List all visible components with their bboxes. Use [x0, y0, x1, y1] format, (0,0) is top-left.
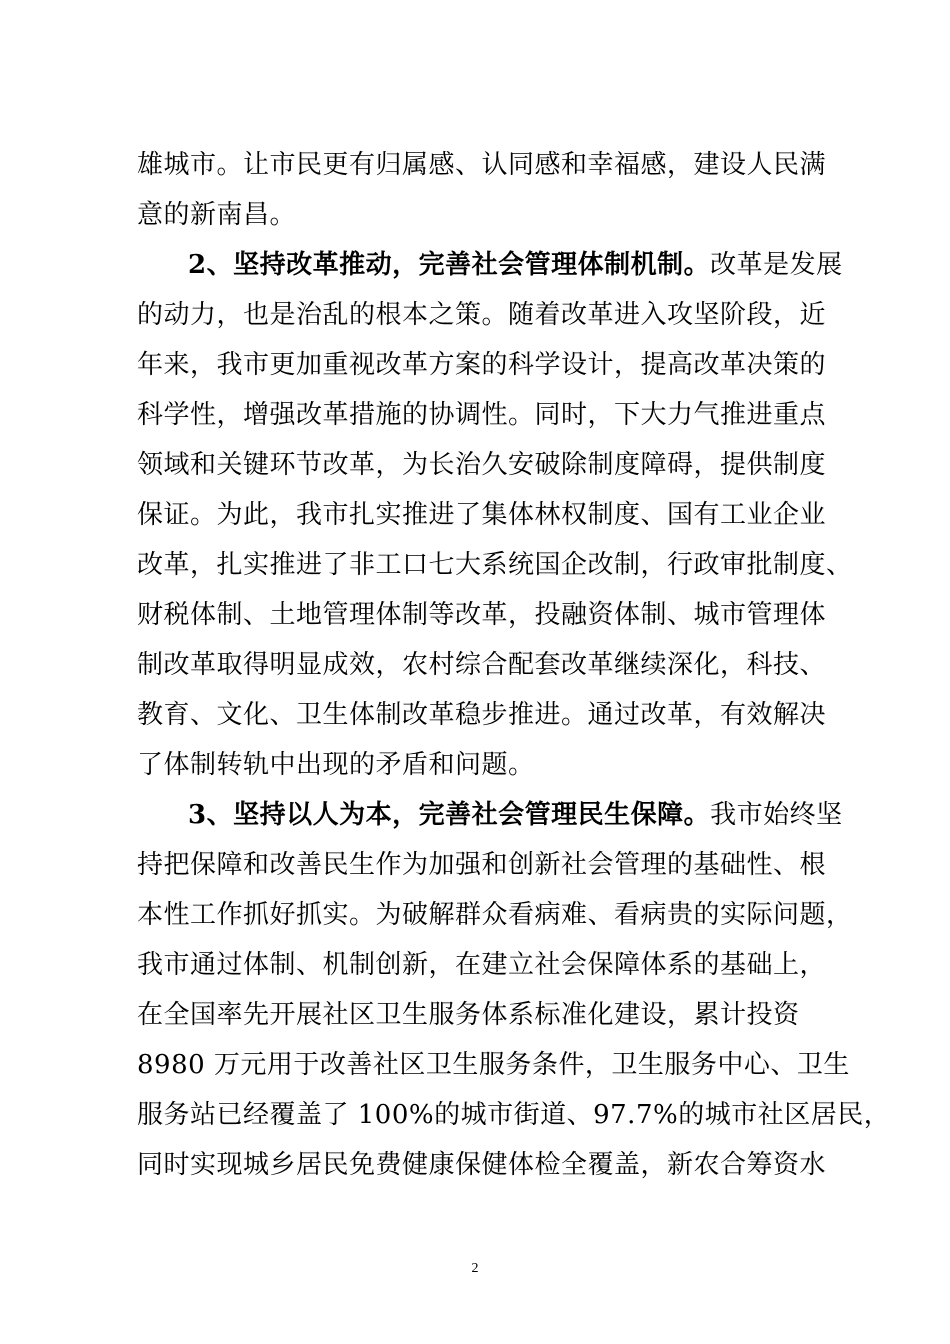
body-text-line: 的动力，也是治乱的根本之策。随着改革进入攻坚阶段，近	[137, 300, 827, 330]
body-text-line: 教育、文化、卫生体制改革稳步推进。通过改革，有效解决	[137, 700, 827, 730]
body-text-line: 本性工作抓好抓实。为破解群众看病难、看病贵的实际问题，	[137, 900, 853, 930]
body-text-line: 改革，扎实推进了非工口七大系统国企改制，行政审批制度、	[137, 550, 853, 580]
paragraph-first-line	[188, 248, 843, 282]
section-heading: 3、坚持以人为本，完善社会管理民生保障。	[188, 800, 711, 830]
body-text: 改革是发展	[710, 250, 843, 280]
body-text-line: 在全国率先开展社区卫生服务体系标准化建设，累计投资	[137, 1000, 800, 1030]
paragraph-first-line	[188, 798, 843, 832]
body-text-line: 保证。为此，我市扎实推进了集体林权制度、国有工业企业	[137, 500, 827, 530]
body-text-line: 制改革取得明显成效，农村综合配套改革继续深化，科技、	[137, 650, 827, 680]
body-text-line: 意的新南昌。	[137, 200, 297, 230]
body-text-line: 领域和关键环节改革，为长治久安破除制度障碍，提供制度	[137, 450, 827, 480]
body-text-line: 了体制转轨中出现的矛盾和问题。	[137, 750, 535, 780]
body-text-line: 财税体制、土地管理体制等改革，投融资体制、城市管理体	[137, 600, 827, 630]
body-text-line: 科学性，增强改革措施的协调性。同时，下大力气推进重点	[137, 400, 827, 430]
body-text-line: 年来，我市更加重视改革方案的科学设计，提高改革决策的	[137, 350, 827, 380]
section-heading: 2、坚持改革推动，完善社会管理体制机制。	[188, 250, 711, 280]
body-text-line: 持把保障和改善民生作为加强和创新社会管理的基础性、根	[137, 850, 827, 880]
body-text: 我市始终坚	[710, 800, 843, 830]
body-text-line: 我市通过体制、机制创新，在建立社会保障体系的基础上，	[137, 950, 827, 980]
body-text-line: 服务站已经覆盖了 100%的城市街道、97.7%的城市社区居民，	[137, 1100, 891, 1130]
body-text-line: 同时实现城乡居民免费健康保健体检全覆盖，新农合筹资水	[137, 1150, 827, 1180]
body-text-line: 雄城市。让市民更有归属感、认同感和幸福感，建设人民满	[137, 150, 827, 180]
page-number: 2	[471, 1261, 479, 1276]
body-text-line: 8980 万元用于改善社区卫生服务条件，卫生服务中心、卫生	[137, 1050, 850, 1080]
